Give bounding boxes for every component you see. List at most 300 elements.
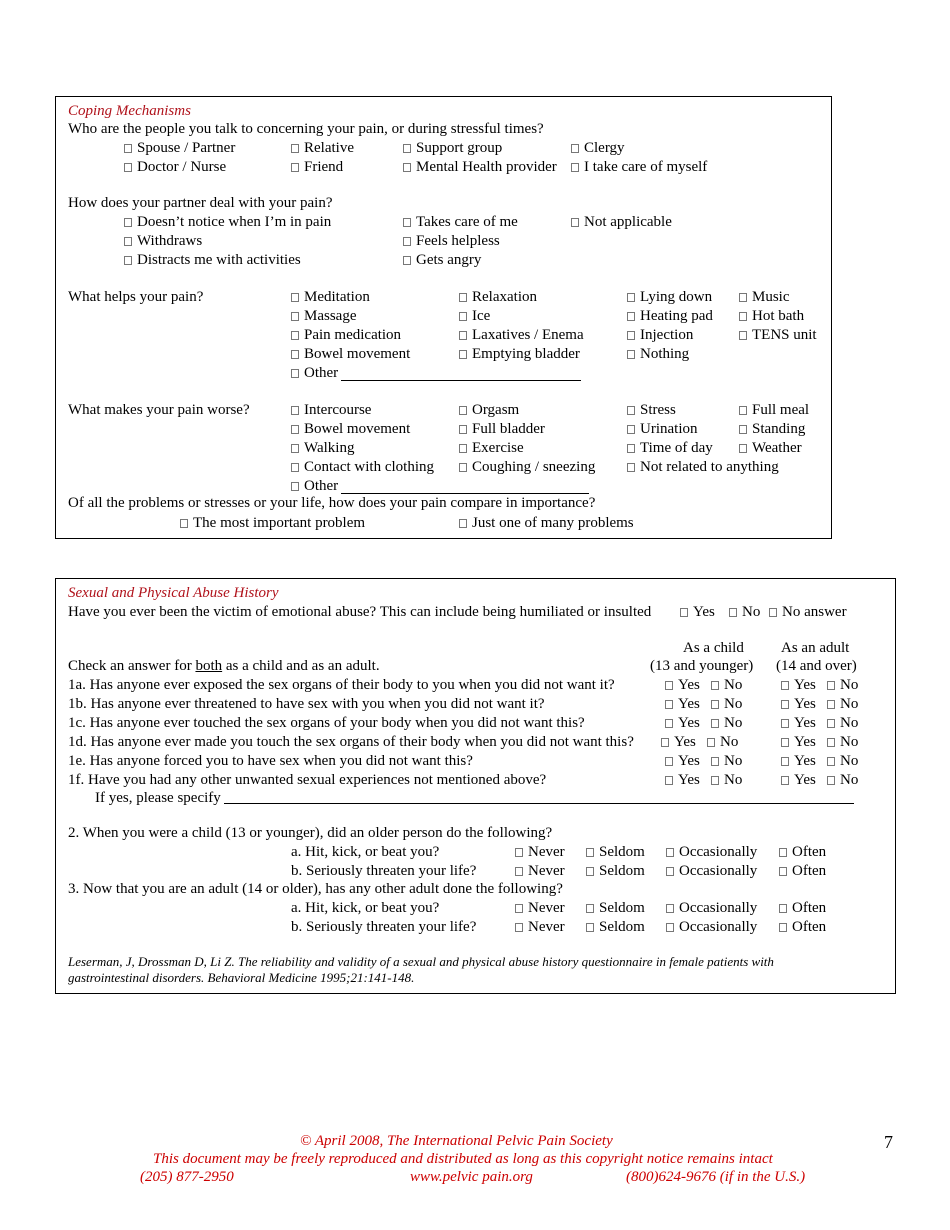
option-label: Friend [304, 159, 344, 175]
checkbox-icon[interactable] [586, 867, 594, 876]
option-label: No [724, 772, 743, 788]
frequency-option[interactable] [586, 918, 645, 936]
child-no[interactable] [711, 676, 742, 694]
checkbox-icon[interactable] [779, 904, 787, 913]
worsens-pain-option[interactable] [627, 401, 676, 419]
checkbox-icon[interactable] [627, 425, 635, 434]
checkbox-icon[interactable] [827, 757, 835, 766]
option-label: Often [792, 900, 827, 916]
partner-response-option[interactable] [571, 213, 672, 231]
option-label: Feels helpless [416, 233, 500, 249]
checkbox-icon[interactable] [779, 867, 787, 876]
checkbox-icon[interactable] [779, 923, 787, 932]
checkbox-icon[interactable] [627, 406, 635, 415]
option-label: Hot bath [752, 308, 805, 324]
helps-pain-option[interactable] [627, 345, 689, 363]
option-label: Yes [794, 677, 816, 693]
helps-pain-option[interactable] [459, 288, 537, 306]
worsens-pain-option[interactable] [291, 439, 354, 457]
option-label: Never [528, 900, 565, 916]
option-label: Music [752, 289, 790, 305]
abuse-title: Sexual and Physical Abuse History [68, 585, 279, 601]
checkbox-icon[interactable] [586, 923, 594, 932]
option-label: No answer [782, 604, 847, 620]
checkbox-icon[interactable] [665, 681, 673, 690]
option-label: Distracts me with activities [137, 252, 301, 268]
checkbox-icon[interactable] [666, 904, 674, 913]
child-no[interactable] [711, 695, 742, 713]
checkbox-icon[interactable] [291, 293, 299, 302]
checkbox-icon[interactable] [739, 406, 747, 415]
checkbox-icon[interactable] [403, 218, 411, 227]
option-label: No [742, 604, 761, 620]
footer-notice: This document may be freely reproduced and distributed as long as this copyright notice remains intact [153, 1151, 773, 1167]
checkbox-icon[interactable] [781, 776, 789, 785]
helps-pain-option[interactable] [459, 326, 584, 344]
worsens-pain-option[interactable] [739, 439, 802, 457]
option-label: Urination [640, 421, 698, 437]
checkbox-icon[interactable] [586, 848, 594, 857]
option-label: Exercise [472, 440, 524, 456]
helps-pain-option[interactable] [627, 326, 693, 344]
frequency-option[interactable] [515, 862, 565, 880]
checkbox-icon[interactable] [291, 482, 299, 491]
coping-q4: What makes your pain worse? [68, 402, 250, 418]
checkbox-icon[interactable] [827, 776, 835, 785]
checkbox-icon[interactable] [291, 350, 299, 359]
checkbox-icon[interactable] [781, 681, 789, 690]
worse-other-option[interactable] [291, 477, 589, 495]
adult-yes[interactable] [781, 771, 816, 789]
worsens-pain-option[interactable] [739, 420, 805, 438]
checkbox-icon[interactable] [729, 608, 737, 617]
worsens-pain-option[interactable] [739, 401, 809, 419]
adult-yes[interactable] [781, 714, 816, 732]
option-label: Yes [794, 753, 816, 769]
abuse-question: 1f. Have you had any other unwanted sexual experiences not mentioned above? [68, 772, 547, 788]
option-label: Seldom [599, 900, 645, 916]
footer-phone: (205) 877-2950 [140, 1169, 234, 1185]
option-label: No [720, 734, 739, 750]
option-label: Emptying bladder [472, 346, 580, 362]
partner-response-option[interactable] [124, 232, 202, 250]
checkbox-icon[interactable] [403, 163, 411, 172]
emotional-yes[interactable] [680, 603, 715, 621]
people-option[interactable] [571, 139, 625, 157]
option-label: Other [304, 478, 339, 494]
citation-line-2: gastrointestinal disorders. Behavioral Medicine 1995;21:141-148. [68, 970, 415, 985]
worsens-pain-option[interactable] [627, 420, 698, 438]
col-adult-header: As an adult [781, 640, 850, 656]
checkbox-icon[interactable] [571, 144, 579, 153]
checkbox-icon[interactable] [571, 163, 579, 172]
frequency-option[interactable] [779, 899, 826, 917]
child-yes[interactable] [665, 771, 700, 789]
instructions-emphasis: both [195, 658, 223, 674]
option-label: Occasionally [679, 844, 758, 860]
frequency-option[interactable] [666, 918, 757, 936]
checkbox-icon[interactable] [124, 218, 132, 227]
checkbox-icon[interactable] [291, 463, 299, 472]
frequency-option[interactable] [779, 862, 826, 880]
option-label: Walking [304, 440, 355, 456]
option-label: Never [528, 844, 565, 860]
checkbox-icon[interactable] [459, 406, 467, 415]
worsens-pain-option[interactable] [459, 458, 595, 476]
option-label: Yes [794, 696, 816, 712]
checkbox-icon[interactable] [827, 681, 835, 690]
helps-pain-option[interactable] [291, 345, 410, 363]
emotional-no[interactable] [729, 603, 760, 621]
partner-response-option[interactable] [403, 213, 518, 231]
option-label: Often [792, 919, 827, 935]
option-label: Often [792, 844, 827, 860]
helps-pain-option[interactable] [627, 307, 713, 325]
worsens-pain-option[interactable] [627, 458, 779, 476]
option-label: Support group [416, 140, 503, 156]
frequency-option[interactable] [515, 918, 565, 936]
people-option[interactable] [291, 139, 354, 157]
option-label: Weather [752, 440, 802, 456]
adult-no[interactable] [827, 676, 858, 694]
people-option[interactable] [403, 139, 502, 157]
abuse-q3: 3. Now that you are an adult (14 or older), has any other adult done the following? [68, 881, 563, 897]
q3-sub-a: a. Hit, kick, or beat you? [291, 900, 440, 916]
option-label: Takes care of me [416, 214, 518, 230]
abuse-question: 1a. Has anyone ever exposed the sex organs of their body to you when you did not want it? [68, 677, 615, 693]
option-label: Yes [693, 604, 715, 620]
instructions-text: Check an answer for [68, 658, 196, 674]
option-label: Doctor / Nurse [137, 159, 227, 175]
helps-pain-option[interactable] [627, 288, 712, 306]
checkbox-icon[interactable] [781, 719, 789, 728]
option-label: Bowel movement [304, 421, 411, 437]
citation-line-1: Leserman, J, Drossman D, Li Z. The reliability and validity of a sexual and physical abuse history questionnaire in female patients with [68, 954, 774, 969]
checkbox-icon[interactable] [515, 923, 523, 932]
checkbox-icon[interactable] [665, 700, 673, 709]
helps-pain-option[interactable] [739, 288, 790, 306]
checkbox-icon[interactable] [769, 608, 777, 617]
helps-pain-option[interactable] [739, 307, 804, 325]
checkbox-icon[interactable] [124, 144, 132, 153]
child-no[interactable] [707, 733, 738, 751]
child-yes[interactable] [665, 752, 700, 770]
option-label: The most important problem [193, 515, 366, 531]
frequency-option[interactable] [515, 843, 565, 861]
frequency-option[interactable] [779, 918, 826, 936]
col-child-header: As a child [683, 640, 744, 656]
frequency-option[interactable] [666, 862, 757, 880]
specify-line[interactable] [224, 789, 854, 804]
checkbox-icon[interactable] [680, 608, 688, 617]
checkbox-icon[interactable] [459, 444, 467, 453]
helps-other-option[interactable] [291, 364, 581, 382]
option-label: Yes [794, 715, 816, 731]
coping-title: Coping Mechanisms [68, 103, 191, 119]
checkbox-icon[interactable] [459, 425, 467, 434]
checkbox-icon[interactable] [627, 463, 635, 472]
child-yes[interactable] [665, 714, 700, 732]
option-label: Nothing [640, 346, 690, 362]
option-label: Relative [304, 140, 354, 156]
adult-yes[interactable] [781, 752, 816, 770]
adult-yes[interactable] [781, 733, 816, 751]
checkbox-icon[interactable] [627, 293, 635, 302]
partner-response-option[interactable] [124, 213, 331, 231]
emotional-no-answer[interactable] [769, 603, 847, 621]
checkbox-icon[interactable] [291, 369, 299, 378]
worsens-pain-option[interactable] [627, 439, 713, 457]
child-no[interactable] [711, 752, 742, 770]
checkbox-icon[interactable] [291, 406, 299, 415]
child-yes[interactable] [661, 733, 696, 751]
option-label: Full meal [752, 402, 810, 418]
option-label: I take care of myself [584, 159, 708, 175]
checkbox-icon[interactable] [180, 519, 188, 528]
option-label: Bowel movement [304, 346, 411, 362]
option-label: Ice [472, 308, 491, 324]
checkbox-icon[interactable] [291, 444, 299, 453]
checkbox-icon[interactable] [627, 444, 635, 453]
importance-option[interactable] [180, 514, 365, 532]
worsens-pain-option[interactable] [291, 420, 410, 438]
worsens-pain-option[interactable] [291, 401, 371, 419]
option-label: Lying down [640, 289, 713, 305]
checkbox-icon[interactable] [459, 293, 467, 302]
checkbox-icon[interactable] [515, 867, 523, 876]
helps-pain-option[interactable] [739, 326, 817, 344]
option-label: No [840, 715, 859, 731]
checkbox-icon[interactable] [403, 144, 411, 153]
option-label: Yes [678, 677, 700, 693]
people-option[interactable] [124, 139, 235, 157]
checkbox-icon[interactable] [666, 867, 674, 876]
specify-field[interactable] [95, 789, 854, 807]
coping-q5: Of all the problems or stresses or your life, how does your pain compare in importance? [68, 495, 596, 511]
frequency-option[interactable] [515, 899, 565, 917]
abuse-question: 1e. Has anyone forced you to have sex when you did not want this? [68, 753, 473, 769]
q3-sub-b: b. Seriously threaten your life? [291, 919, 477, 935]
option-label: Time of day [640, 440, 713, 456]
checkbox-icon[interactable] [403, 237, 411, 246]
checkbox-icon[interactable] [827, 700, 835, 709]
emotional-abuse-question: Have you ever been the victim of emotional abuse? This can include being humiliated or insulted [68, 604, 652, 620]
frequency-option[interactable] [586, 862, 645, 880]
adult-no[interactable] [827, 733, 858, 751]
page-number: 7 [884, 1132, 893, 1152]
q2-sub-a: a. Hit, kick, or beat you? [291, 844, 440, 860]
checkbox-icon[interactable] [586, 904, 594, 913]
partner-response-option[interactable] [403, 232, 500, 250]
frequency-option[interactable] [586, 899, 645, 917]
frequency-option[interactable] [666, 899, 757, 917]
checkbox-icon[interactable] [627, 312, 635, 321]
coping-q2: How does your partner deal with your pain? [68, 195, 333, 211]
option-label: Intercourse [304, 402, 372, 418]
child-no[interactable] [711, 771, 742, 789]
option-label: Seldom [599, 919, 645, 935]
checkbox-icon[interactable] [665, 719, 673, 728]
coping-q1: Who are the people you talk to concerning your pain, or during stressful times? [68, 121, 544, 137]
option-label: Injection [640, 327, 694, 343]
option-label: Yes [678, 753, 700, 769]
option-label: No [840, 696, 859, 712]
option-label: Coughing / sneezing [472, 459, 596, 475]
child-yes[interactable] [665, 676, 700, 694]
checkbox-icon[interactable] [124, 163, 132, 172]
people-option[interactable] [291, 158, 343, 176]
child-yes[interactable] [665, 695, 700, 713]
adult-yes[interactable] [781, 695, 816, 713]
checkbox-icon[interactable] [627, 350, 635, 359]
option-label: Yes [678, 715, 700, 731]
option-label: Not applicable [584, 214, 672, 230]
people-option[interactable] [124, 158, 226, 176]
option-label: Massage [304, 308, 357, 324]
checkbox-icon[interactable] [711, 776, 719, 785]
checkbox-icon[interactable] [781, 757, 789, 766]
option-label: Withdraws [137, 233, 203, 249]
checkbox-icon[interactable] [515, 904, 523, 913]
option-label: Heating pad [640, 308, 713, 324]
checkbox-icon[interactable] [711, 719, 719, 728]
checkbox-icon[interactable] [781, 700, 789, 709]
checkbox-icon[interactable] [124, 237, 132, 246]
checkbox-icon[interactable] [627, 331, 635, 340]
abuse-question: 1d. Has anyone ever made you touch the sex organs of their body when you did not want this? [68, 734, 634, 750]
option-label: Pain medication [304, 327, 402, 343]
abuse-q2: 2. When you were a child (13 or younger), did an older person do the following? [68, 825, 553, 841]
checkbox-icon[interactable] [707, 738, 715, 747]
frequency-option[interactable] [666, 843, 757, 861]
checkbox-icon[interactable] [665, 757, 673, 766]
checkbox-icon[interactable] [124, 256, 132, 265]
helps-pain-option[interactable] [459, 345, 580, 363]
checkbox-icon[interactable] [459, 350, 467, 359]
worsens-pain-option[interactable] [291, 458, 434, 476]
option-label: Spouse / Partner [137, 140, 236, 156]
checkbox-icon[interactable] [291, 144, 299, 153]
option-label: Mental Health provider [416, 159, 557, 175]
instructions [68, 657, 380, 675]
option-label: Occasionally [679, 900, 758, 916]
option-label: Gets angry [416, 252, 482, 268]
option-label: Not related to anything [640, 459, 779, 475]
checkbox-icon[interactable] [711, 757, 719, 766]
checkbox-icon[interactable] [403, 256, 411, 265]
footer-website: www.pelvic pain.org [410, 1169, 533, 1185]
adult-no[interactable] [827, 752, 858, 770]
instructions-text-end: as a child and as an adult. [222, 658, 380, 674]
other-write-in-line[interactable] [341, 366, 581, 381]
checkbox-icon[interactable] [515, 848, 523, 857]
option-label: Meditation [304, 289, 370, 305]
checkbox-icon[interactable] [291, 331, 299, 340]
helps-pain-option[interactable] [459, 307, 490, 325]
other-write-in-line[interactable] [341, 479, 589, 494]
child-no[interactable] [711, 714, 742, 732]
checkbox-icon[interactable] [711, 700, 719, 709]
checkbox-icon[interactable] [291, 163, 299, 172]
worsens-pain-option[interactable] [459, 401, 519, 419]
col-adult-subheader: (14 and over) [776, 658, 857, 674]
option-label: Clergy [584, 140, 625, 156]
checkbox-icon[interactable] [739, 331, 747, 340]
option-label: Full bladder [472, 421, 545, 437]
checkbox-icon[interactable] [827, 719, 835, 728]
checkbox-icon[interactable] [291, 425, 299, 434]
checkbox-icon[interactable] [739, 293, 747, 302]
checkbox-icon[interactable] [459, 519, 467, 528]
checkbox-icon[interactable] [459, 312, 467, 321]
abuse-question: 1b. Has anyone ever threatened to have sex with you when you did not want it? [68, 696, 545, 712]
option-label: No [724, 715, 743, 731]
option-label: Yes [794, 772, 816, 788]
col-child-subheader: (13 and younger) [650, 658, 754, 674]
option-label: No [840, 772, 859, 788]
checkbox-icon[interactable] [665, 776, 673, 785]
helps-pain-option[interactable] [291, 288, 370, 306]
option-label: Doesn’t notice when I’m in pain [137, 214, 332, 230]
checkbox-icon[interactable] [739, 444, 747, 453]
worsens-pain-option[interactable] [459, 439, 524, 457]
option-label: Never [528, 863, 565, 879]
checkbox-icon[interactable] [827, 738, 835, 747]
footer-phone-us: (800)624-9676 (if in the U.S.) [626, 1169, 806, 1185]
option-label: Occasionally [679, 919, 758, 935]
importance-option[interactable] [459, 514, 634, 532]
checkbox-icon[interactable] [459, 463, 467, 472]
checkbox-icon[interactable] [661, 738, 669, 747]
checkbox-icon[interactable] [739, 425, 747, 434]
option-label: Never [528, 919, 565, 935]
helps-pain-option[interactable] [291, 307, 357, 325]
checkbox-icon[interactable] [781, 738, 789, 747]
adult-yes[interactable] [781, 676, 816, 694]
checkbox-icon[interactable] [666, 848, 674, 857]
option-label: Relaxation [472, 289, 537, 305]
partner-response-option[interactable] [124, 251, 301, 269]
checkbox-icon[interactable] [666, 923, 674, 932]
people-option[interactable] [571, 158, 707, 176]
checkbox-icon[interactable] [711, 681, 719, 690]
checkbox-icon[interactable] [459, 331, 467, 340]
checkbox-icon[interactable] [739, 312, 747, 321]
people-option[interactable] [403, 158, 557, 176]
partner-response-option[interactable] [403, 251, 481, 269]
option-label: Other [304, 365, 339, 381]
adult-no[interactable] [827, 771, 858, 789]
option-label: Orgasm [472, 402, 520, 418]
adult-no[interactable] [827, 695, 858, 713]
checkbox-icon[interactable] [779, 848, 787, 857]
frequency-option[interactable] [779, 843, 826, 861]
frequency-option[interactable] [586, 843, 645, 861]
adult-no[interactable] [827, 714, 858, 732]
option-label: Laxatives / Enema [472, 327, 584, 343]
option-label: Often [792, 863, 827, 879]
q2-sub-b: b. Seriously threaten your life? [291, 863, 477, 879]
checkbox-icon[interactable] [291, 312, 299, 321]
option-label: No [724, 677, 743, 693]
footer-copyright: © April 2008, The International Pelvic Pain Society [300, 1133, 613, 1149]
checkbox-icon[interactable] [571, 218, 579, 227]
helps-pain-option[interactable] [291, 326, 401, 344]
worsens-pain-option[interactable] [459, 420, 545, 438]
option-label: No [840, 677, 859, 693]
option-label: No [724, 696, 743, 712]
specify-label: If yes, please specify [95, 790, 221, 806]
